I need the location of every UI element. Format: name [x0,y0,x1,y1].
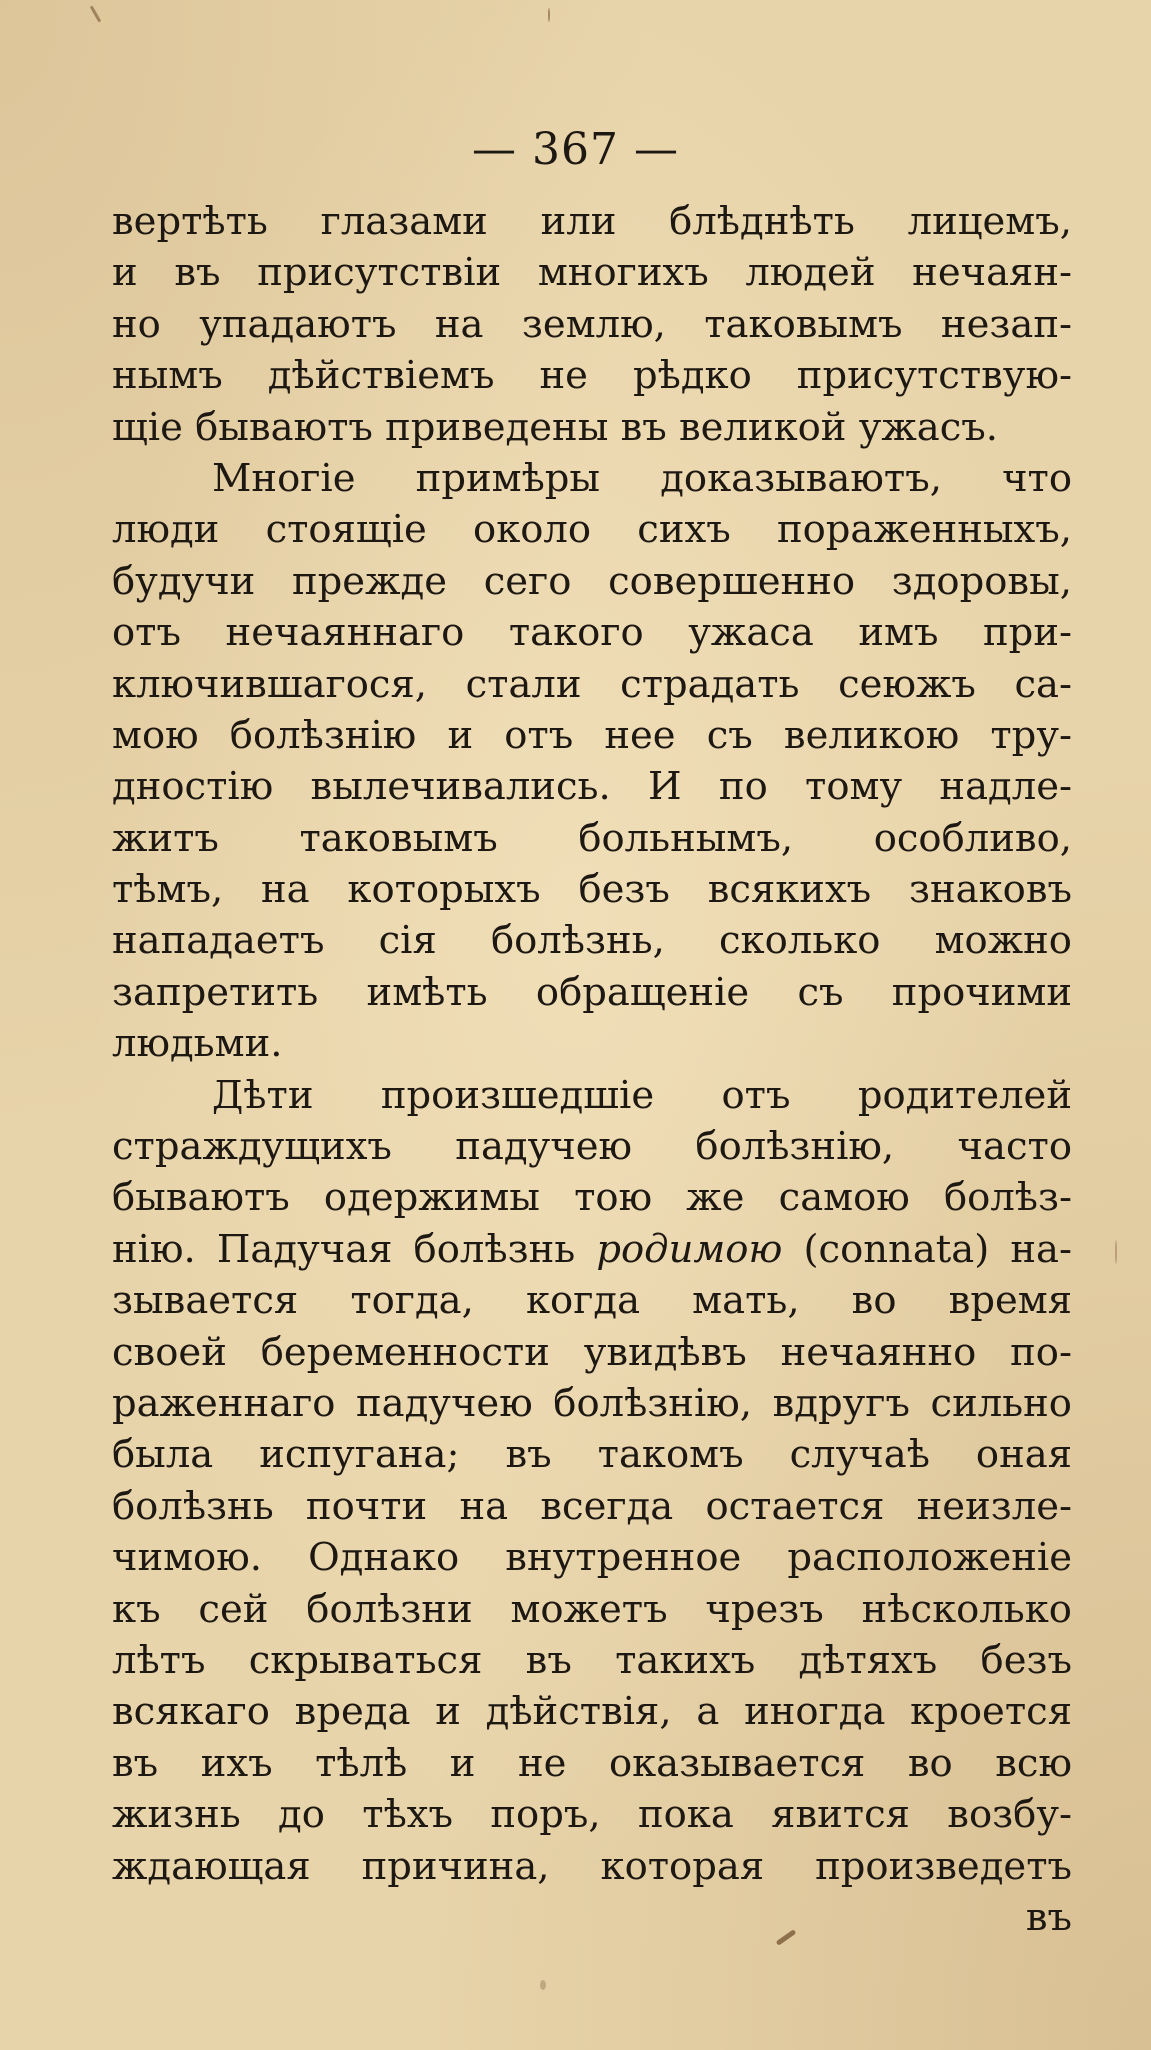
text-line: была испугана; въ такомъ случаѣ оная [112,1432,1072,1478]
text-line: ключившагося, стали страдать сеюжъ са- [112,661,1072,707]
text-line: жизнь до тѣхъ поръ, пока явится возбу- [112,1792,1072,1838]
paper-speck [548,8,550,22]
text-line: щіе бываютъ приведены въ великой ужасъ. [112,404,999,450]
text-line: люди стоящіе около сихъ пораженныхъ, [112,507,1072,553]
paper-speck [1115,1240,1117,1264]
text-line: раженнаго падучею болѣзнію, вдругъ сильно [112,1380,1072,1426]
text-line: отъ нечаяннаго такого ужаса имъ при- [112,610,1072,656]
text-line: въ ихъ тѣлѣ и не оказывается во всю [112,1740,1072,1786]
text-line: болѣзнь почти на всегда остается неизле- [112,1483,1072,1529]
text-line: Дѣти произшедшіе отъ родителей [212,1072,1072,1118]
text-line: нію. Падучая болѣзнь родимою (connata) на- [112,1226,1072,1272]
text-line: дностію вылечивались. И по тому надле- [112,764,1072,810]
text-line: бываютъ одержимы тою же самою болѣз- [112,1175,1072,1221]
text-line: Многіе примѣры доказываютъ, что [212,455,1072,501]
text-line: будучи прежде сего совершенно здоровы, [112,558,1072,604]
text-line: къ сей болѣзни можетъ чрезъ нѣсколько [112,1586,1072,1632]
paper-speck [540,1980,546,1990]
body-text [112,196,1072,1943]
catchword: въ [1025,1894,1072,1940]
page-number-header: — 367 — [472,124,679,175]
text-line: страждущихъ падучею болѣзнію, часто [112,1124,1072,1170]
text-line: тѣмъ, на которыхъ безъ всякихъ знаковъ [112,867,1072,913]
text-line: ждающая причина, которая произведетъ [112,1843,1072,1889]
text-line: вертѣть глазами или блѣднѣть лицемъ, [112,199,1072,244]
text-line: чимою. Однако внутренное расположеніе [112,1535,1072,1581]
paper-speck [90,5,102,22]
text-line: нымъ дѣйствіемъ не рѣдко присутствую- [112,353,1072,399]
text-line: людьми. [112,1021,283,1067]
text-line: нападаетъ сія болѣзнь, сколько можно [112,918,1072,964]
text-line: но упадаютъ на землю, таковымъ незап- [112,301,1072,347]
text-line: зывается тогда, когда мать, во время [112,1278,1072,1324]
text-line: своей беременности увидѣвъ нечаянно по- [112,1329,1072,1375]
text-line: всякаго вреда и дѣйствія, а иногда кроется [112,1689,1072,1735]
text-line: запретить имѣть обращеніе съ прочими [112,969,1072,1015]
text-line: и въ присутствіи многихъ людей нечаян- [112,250,1072,296]
italic-term: родимою [596,1226,783,1272]
text-line: лѣтъ скрываться въ такихъ дѣтяхъ безъ [112,1637,1072,1683]
text-line: мою болѣзнію и отъ нее съ великою тру- [112,712,1072,758]
text-line: житъ таковымъ больнымъ, особливо, [112,815,1072,861]
